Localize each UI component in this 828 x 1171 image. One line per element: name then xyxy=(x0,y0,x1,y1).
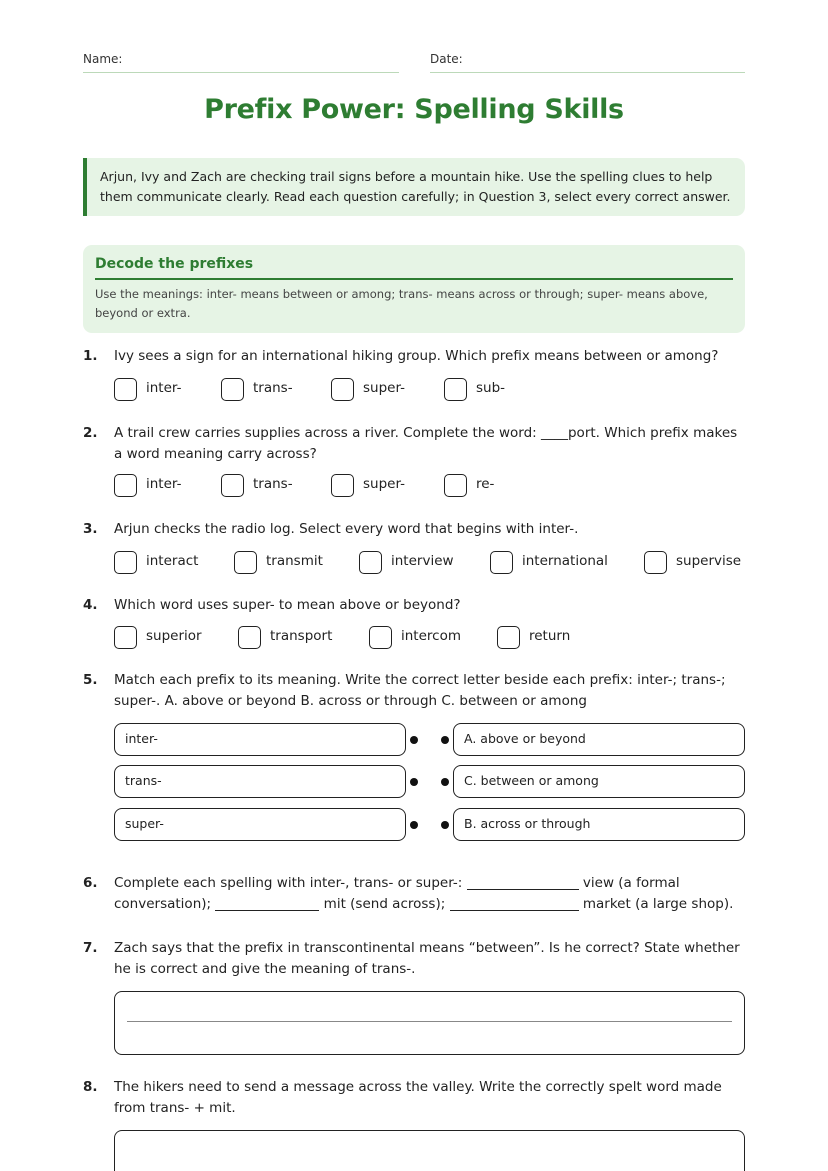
option-label: transport xyxy=(270,628,333,644)
question-text: Which word uses super- to mean above or beyond? xyxy=(114,597,461,613)
option-label: superior xyxy=(146,628,202,644)
q6-part-1: view (a formal conversation); xyxy=(114,875,680,912)
checkbox[interactable] xyxy=(359,551,382,574)
blank-1[interactable] xyxy=(467,874,579,890)
option-label: trans- xyxy=(253,476,293,492)
checkbox[interactable] xyxy=(114,474,137,497)
q6-part-3: market (a large shop). xyxy=(582,896,734,912)
checkbox[interactable] xyxy=(331,378,354,401)
match-left-1: inter- xyxy=(114,723,406,756)
checkbox[interactable] xyxy=(644,551,667,574)
blank-2[interactable] xyxy=(215,895,319,911)
match-dot[interactable] xyxy=(441,821,449,829)
question-number: 1. xyxy=(83,348,98,364)
checkbox[interactable] xyxy=(234,551,257,574)
option-label: super- xyxy=(363,380,406,396)
question-text: Arjun checks the radio log. Select every word that begins with inter-. xyxy=(114,521,579,537)
question-8 xyxy=(83,1077,745,1119)
q6-prompt: Complete each spelling with inter-, trans- or super-: xyxy=(114,875,463,891)
question-number: 5. xyxy=(83,672,98,688)
question-number: 2. xyxy=(83,425,98,441)
question-text: A trail crew carries supplies across a river. Complete the word: ____port. Which prefix makes a word meaning carry across? xyxy=(114,425,738,462)
match-left-2: trans- xyxy=(114,765,406,798)
question-5 xyxy=(83,670,745,712)
question-number: 7. xyxy=(83,940,98,956)
checkbox[interactable] xyxy=(369,626,392,649)
question-number: 6. xyxy=(83,875,98,891)
question-number: 3. xyxy=(83,521,98,537)
decode-text: Use the meanings: inter- means between or among; trans- means across or through; super- means above, beyond or extra. xyxy=(95,287,708,320)
match-right-3: B. across or through xyxy=(453,808,745,841)
question-number: 4. xyxy=(83,597,98,613)
match-left-3: super- xyxy=(114,808,406,841)
name-label: Name: xyxy=(83,52,123,66)
question-text: Zach says that the prefix in transcontinental means “between”. Is he correct? State whether he is correct and give the meaning of trans-. xyxy=(114,940,740,977)
blank-3[interactable] xyxy=(450,895,579,911)
date-label: Date: xyxy=(430,52,463,66)
option-label: trans- xyxy=(253,380,293,396)
option-label: transmit xyxy=(266,553,323,569)
question-4 xyxy=(83,595,745,616)
name-field[interactable] xyxy=(83,52,399,73)
option-label: inter- xyxy=(146,476,182,492)
option-label: super- xyxy=(363,476,406,492)
q8-answer-box[interactable] xyxy=(114,1130,745,1171)
question-number: 8. xyxy=(83,1079,98,1095)
q6-part-2: mit (send across); xyxy=(323,896,446,912)
match-right-1: A. above or beyond xyxy=(453,723,745,756)
checkbox[interactable] xyxy=(497,626,520,649)
option-label: inter- xyxy=(146,380,182,396)
match-dot[interactable] xyxy=(410,821,418,829)
option-label: supervise xyxy=(676,553,742,569)
match-dot[interactable] xyxy=(441,736,449,744)
date-field[interactable] xyxy=(430,52,745,73)
answer-line xyxy=(127,1021,732,1022)
checkbox[interactable] xyxy=(114,626,137,649)
question-3 xyxy=(83,519,745,540)
checkbox[interactable] xyxy=(490,551,513,574)
option-label: interact xyxy=(146,553,199,569)
intro-panel: Arjun, Ivy and Zach are checking trail signs before a mountain hike. Use the spelling clues to help them communicate clearly. Read each question carefully; in Question 3, select every correct answer. xyxy=(83,158,745,216)
option-label: sub- xyxy=(476,380,506,396)
checkbox[interactable] xyxy=(444,474,467,497)
question-2 xyxy=(83,423,745,465)
question-7 xyxy=(83,938,745,980)
option-label: international xyxy=(522,553,608,569)
q7-answer-box[interactable] xyxy=(114,991,745,1055)
checkbox[interactable] xyxy=(221,474,244,497)
page-title: Prefix Power: Spelling Skills xyxy=(204,94,624,125)
match-right-2: C. between or among xyxy=(453,765,745,798)
question-6 xyxy=(83,873,745,915)
decode-title: Decode the prefixes xyxy=(95,256,733,280)
question-text: Ivy sees a sign for an international hiking group. Which prefix means between or among? xyxy=(114,348,719,364)
option-label: intercom xyxy=(401,628,461,644)
question-text: Match each prefix to its meaning. Write the correct letter beside each prefix: inter-; trans-; super-. A. above or beyond B. across or through C. between or among xyxy=(114,672,726,709)
question-text xyxy=(114,873,745,915)
question-text: The hikers need to send a message across the valley. Write the correctly spelt word made from trans- + mit. xyxy=(114,1079,722,1116)
option-label: return xyxy=(529,628,571,644)
option-label: interview xyxy=(391,553,454,569)
checkbox[interactable] xyxy=(114,378,137,401)
question-1 xyxy=(83,346,745,367)
checkbox[interactable] xyxy=(331,474,354,497)
match-dot[interactable] xyxy=(441,778,449,786)
checkbox[interactable] xyxy=(238,626,261,649)
option-label: re- xyxy=(476,476,495,492)
checkbox[interactable] xyxy=(221,378,244,401)
match-dot[interactable] xyxy=(410,778,418,786)
header-fields xyxy=(83,52,745,74)
checkbox[interactable] xyxy=(444,378,467,401)
checkbox[interactable] xyxy=(114,551,137,574)
match-dot[interactable] xyxy=(410,736,418,744)
decode-panel xyxy=(83,245,745,333)
